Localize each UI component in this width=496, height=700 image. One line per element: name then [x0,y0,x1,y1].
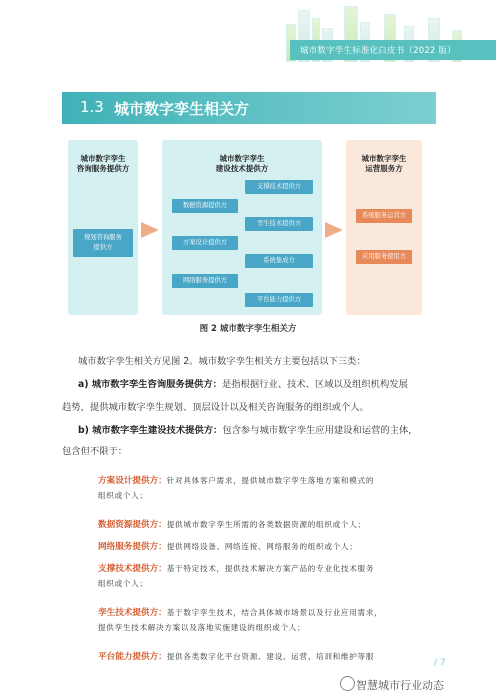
build-item-box: 方案设计提供方 [172,236,238,250]
section-title: 城市数字孪生相关方 [114,100,250,118]
build-item-box: 系统集成方 [245,254,313,268]
intro-paragraph: 城市数字孪生相关方见图 2。城市数字孪生相关方主要包括以下三类： [78,356,366,367]
build-item-box: 数据资源提供方 [172,199,238,213]
page-number: / 7 [434,658,446,668]
list-item: 平台能力提供方：提供各类数字化平台资源、建设、运营、培训和维护等服 [98,652,375,662]
operate-item-box: 系统服务运营方 [356,209,412,223]
operate-item-box: 应用服务使用方 [356,250,412,264]
consult-column-title: 城市数字孪生 咨询服务提供方 [76,154,130,173]
list-item-label: 孪生技术提供方： [98,608,167,618]
build-item-box: 孪生技术提供方 [245,217,313,231]
list-item: 孪生技术提供方：基于数字孪生技术，结合具体城市场景以及行业应用需求， [98,608,383,618]
list-item-label: 数据资源提供方： [98,520,167,530]
paragraph-b-label: b) 城市数字孪生建设技术提供方： [78,425,223,436]
list-item: 方案设计提供方：针对具体客户需求，提供城市数字孪生落地方案和模式的 [98,476,375,486]
consult-item-box: 规划咨询服务 提供方 [73,229,133,257]
build-column-title: 城市数字孪生 建设技术提供方 [215,154,269,173]
wechat-icon [340,676,355,691]
section-number: 1.3 [80,98,104,116]
build-item-box: 支撑技术提供方 [245,180,313,194]
arrow-right-icon [325,222,343,238]
list-item-continuation: 提供孪生技术解决方案以及落地实施建设的组织或个人； [98,623,306,632]
paragraph-a-label: a) 城市数字孪生咨询服务提供方： [78,379,222,390]
header-title: 城市数字孪生标准化白皮书（2022 版） [300,46,456,56]
operate-column-title: 城市数字孪生 运营服务方 [361,154,407,173]
list-item-label: 网络服务提供方： [98,542,167,552]
list-item: 数据资源提供方：提供城市数字孪生所需的各类数据资源的组织或个人； [98,520,366,530]
list-item-continuation: 组织或个人； [98,579,148,588]
paragraph-b-line1: b) 城市数字孪生建设技术提供方：包含参与城市数字孪生应用建设和运营的主体， [78,425,418,436]
build-item-box: 平台能力提供方 [245,293,313,307]
build-item-box: 网络服务提供方 [172,274,238,288]
list-item: 支撑技术提供方：基于特定技术，提供技术解决方案产品的专业化技术服务 [98,564,375,574]
watermark-text: 智慧城市行业动态 [356,679,444,692]
list-item-continuation: 组织或个人； [98,491,148,500]
list-item-label: 方案设计提供方： [98,476,167,486]
list-item: 网络服务提供方：提供网络设备、网络连接、网络服务的组织或个人； [98,542,358,552]
list-item-label: 支撑技术提供方： [98,564,167,574]
paragraph-b-line2: 包含但不限于： [62,446,128,457]
list-item-label: 平台能力提供方： [98,652,167,662]
paragraph-a-line1: a) 城市数字孪生咨询服务提供方：是指根据行业、技术、区域以及组织机构发展 [78,379,408,390]
paragraph-a-line2: 趋势，提供城市数字孪生规划、顶层设计以及相关咨询服务的组织或个人。 [62,402,369,413]
figure-caption: 图 2 城市数字孪生相关方 [199,324,297,334]
arrow-right-icon [141,222,159,238]
